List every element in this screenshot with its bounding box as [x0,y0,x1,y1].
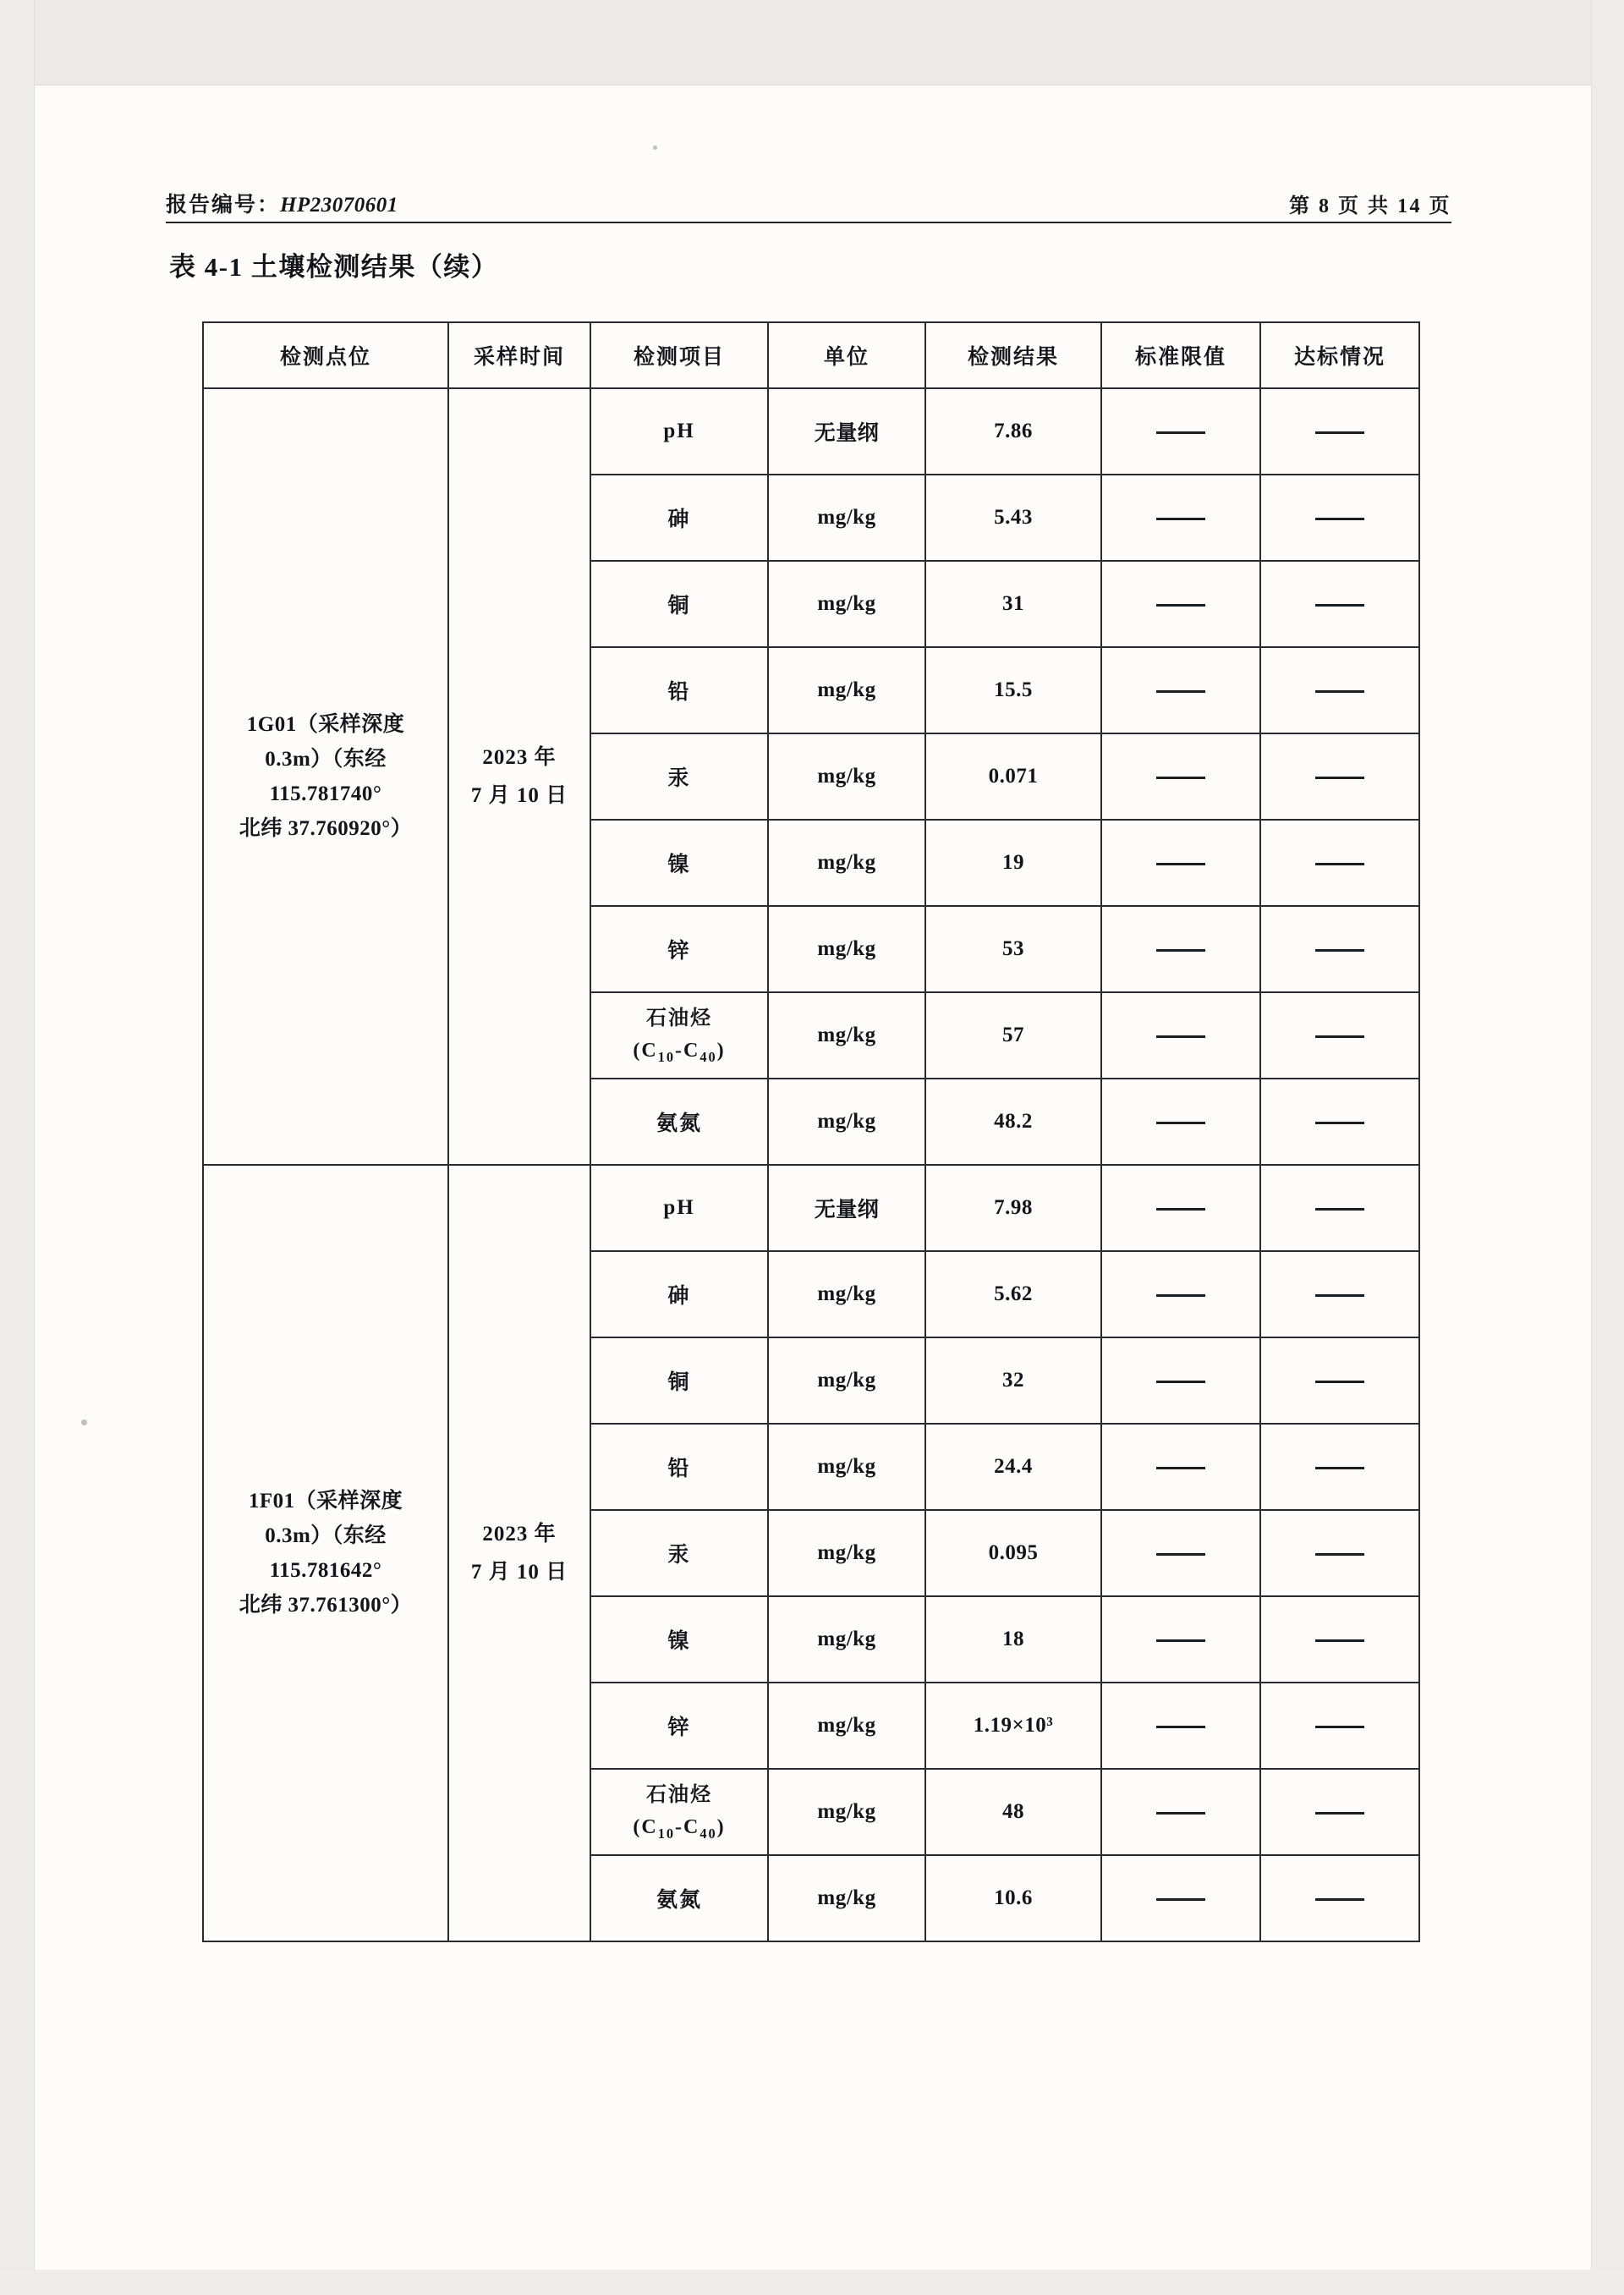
dash-mark [1315,1467,1364,1469]
test-item-cell [590,1769,768,1855]
header-divider [166,222,1451,223]
dash-mark [1315,604,1364,607]
dash-mark [1156,1898,1205,1901]
unit-cell: mg/kg [768,647,925,733]
status-cell [1260,733,1419,820]
result-cell: 5.62 [925,1251,1101,1337]
test-item-cell: 氨氮 [590,1855,768,1941]
test-item-cell: 砷 [590,475,768,561]
test-item-cell: pH [590,388,768,475]
limit-cell [1101,1079,1260,1165]
status-cell [1260,561,1419,647]
dash-mark [1315,863,1364,865]
limit-cell [1101,1424,1260,1510]
dash-mark [1315,1208,1364,1211]
limit-cell [1101,647,1260,733]
test-item-cell: 汞 [590,733,768,820]
dash-mark [1315,1898,1364,1901]
result-cell: 1.19×10³ [925,1683,1101,1769]
point-line: 0.3m）（东经 [265,747,387,771]
dash-mark [1156,431,1205,434]
test-item-cell: 氨氮 [590,1079,768,1165]
limit-cell [1101,1855,1260,1941]
test-item-cell: 铜 [590,1337,768,1424]
column-header-item: 检测项目 [590,322,768,388]
status-cell [1260,647,1419,733]
status-cell [1260,820,1419,906]
dash-mark [1156,1726,1205,1728]
test-item-cell: 锌 [590,906,768,992]
dash-mark [1315,1639,1364,1642]
result-cell: 7.98 [925,1165,1101,1251]
dash-mark [1156,690,1205,693]
time-line: 7 月 10 日 [470,1561,568,1584]
test-item-cell: 铅 [590,647,768,733]
dash-mark [1156,1553,1205,1556]
result-cell: 24.4 [925,1424,1101,1510]
limit-cell [1101,1596,1260,1683]
point-line: 0.3m）（东经 [265,1524,387,1547]
status-cell [1260,1165,1419,1251]
dash-mark [1315,1381,1364,1383]
unit-cell: 无量纲 [768,1165,925,1251]
page-indicator: 第 8 页 共 14 页 [1289,195,1451,217]
dash-mark [1156,1035,1205,1038]
document-header [166,188,1451,218]
result-cell: 48.2 [925,1079,1101,1165]
unit-cell: mg/kg [768,992,925,1079]
unit-cell: mg/kg [768,1596,925,1683]
limit-cell [1101,1337,1260,1424]
dash-mark [1156,1812,1205,1815]
time-line: 7 月 10 日 [470,784,568,807]
unit-cell: mg/kg [768,1337,925,1424]
unit-cell: mg/kg [768,1769,925,1855]
dash-mark [1156,518,1205,520]
dash-mark [1315,1812,1364,1815]
dash-mark [1315,690,1364,693]
limit-cell [1101,1683,1260,1769]
sampling-time-cell [448,1165,590,1941]
unit-cell: mg/kg [768,733,925,820]
result-cell: 5.43 [925,475,1101,561]
point-line: 北纬 37.761300°） [239,1594,413,1617]
status-cell [1260,388,1419,475]
sampling-time-cell [448,388,590,1165]
unit-cell: mg/kg [768,1855,925,1941]
unit-cell: mg/kg [768,475,925,561]
table-row [203,1165,1419,1251]
sampling-point-cell [203,1165,448,1941]
test-item-formula: $(C_{10}-C_{40})$ [633,1040,726,1066]
result-cell: 10.6 [925,1855,1101,1941]
test-item-cell: 镍 [590,1596,768,1683]
test-item-name: 石油烃 [646,1007,712,1029]
dash-mark [1315,1553,1364,1556]
dash-mark [1156,604,1205,607]
unit-cell: mg/kg [768,1251,925,1337]
unit-cell: mg/kg [768,906,925,992]
test-item-formula: $(C_{10}-C_{40})$ [633,1816,726,1842]
status-cell [1260,475,1419,561]
status-cell [1260,1337,1419,1424]
column-header-time: 采样时间 [448,322,590,388]
test-item-name: 石油烃 [646,1783,712,1806]
status-cell [1260,1683,1419,1769]
dash-mark [1315,777,1364,779]
limit-cell [1101,820,1260,906]
status-cell [1260,1424,1419,1510]
test-item-cell: 砷 [590,1251,768,1337]
column-header-status: 达标情况 [1260,322,1419,388]
test-item-cell: pH [590,1165,768,1251]
report-number [166,188,398,218]
point-line: 115.781740° [269,782,382,805]
time-line: 2023 年 [482,1523,557,1546]
unit-cell: mg/kg [768,561,925,647]
column-header-unit: 单位 [768,322,925,388]
unit-cell: mg/kg [768,1079,925,1165]
limit-cell [1101,1769,1260,1855]
unit-cell: mg/kg [768,1424,925,1510]
limit-cell [1101,1251,1260,1337]
result-cell: 53 [925,906,1101,992]
test-item-cell: 铅 [590,1424,768,1510]
limit-cell [1101,388,1260,475]
soil-test-results-table [202,321,1420,1942]
dash-mark [1315,1726,1364,1728]
status-cell [1260,1769,1419,1855]
status-cell [1260,1251,1419,1337]
status-cell [1260,992,1419,1079]
limit-cell [1101,906,1260,992]
dash-mark [1315,518,1364,520]
dash-mark [1315,1294,1364,1297]
test-item-cell: 铜 [590,561,768,647]
test-item-cell: 镍 [590,820,768,906]
test-item-cell [590,992,768,1079]
dash-mark [1315,431,1364,434]
report-number-label: 报告编号： [166,194,281,217]
page-title: 表 4-1 土壤检测结果（续） [169,252,499,282]
limit-cell [1101,1510,1260,1596]
dash-mark [1315,1035,1364,1038]
unit-cell: mg/kg [768,1510,925,1596]
result-cell: 57 [925,992,1101,1079]
status-cell [1260,906,1419,992]
test-item-cell: 汞 [590,1510,768,1596]
unit-cell: 无量纲 [768,388,925,475]
point-line: 1F01（采样深度 [248,1489,403,1513]
test-item-cell: 锌 [590,1683,768,1769]
result-cell: 18 [925,1596,1101,1683]
column-header-point: 检测点位 [203,322,448,388]
table-header-row [203,322,1419,388]
result-cell: 7.86 [925,388,1101,475]
unit-cell: mg/kg [768,820,925,906]
status-cell [1260,1855,1419,1941]
table-body [203,388,1419,1941]
limit-cell [1101,1165,1260,1251]
limit-cell [1101,475,1260,561]
dash-mark [1156,1122,1205,1124]
point-line: 1G01（采样深度 [246,712,405,736]
dash-mark [1315,1122,1364,1124]
result-cell: 32 [925,1337,1101,1424]
sampling-point-cell [203,388,448,1165]
status-cell [1260,1510,1419,1596]
dash-mark [1156,1208,1205,1211]
unit-cell: mg/kg [768,1683,925,1769]
dash-mark [1156,1294,1205,1297]
time-line: 2023 年 [482,746,557,769]
point-line: 北纬 37.760920°） [239,817,413,841]
result-cell: 48 [925,1769,1101,1855]
dash-mark [1156,949,1205,952]
limit-cell [1101,992,1260,1079]
dash-mark [1156,777,1205,779]
result-cell: 0.071 [925,733,1101,820]
column-header-limit: 标准限值 [1101,322,1260,388]
limit-cell [1101,733,1260,820]
dash-mark [1156,1381,1205,1383]
dash-mark [1315,949,1364,952]
dash-mark [1156,1467,1205,1469]
result-cell: 15.5 [925,647,1101,733]
limit-cell [1101,561,1260,647]
result-cell: 0.095 [925,1510,1101,1596]
table-header [203,322,1419,388]
report-number-value: HP23070601 [280,194,398,217]
status-cell [1260,1079,1419,1165]
dash-mark [1156,1639,1205,1642]
column-header-result: 检测结果 [925,322,1101,388]
table-row [203,388,1419,475]
result-cell: 31 [925,561,1101,647]
point-line: 115.781642° [269,1559,382,1582]
dash-mark [1156,863,1205,865]
result-cell: 19 [925,820,1101,906]
status-cell [1260,1596,1419,1683]
